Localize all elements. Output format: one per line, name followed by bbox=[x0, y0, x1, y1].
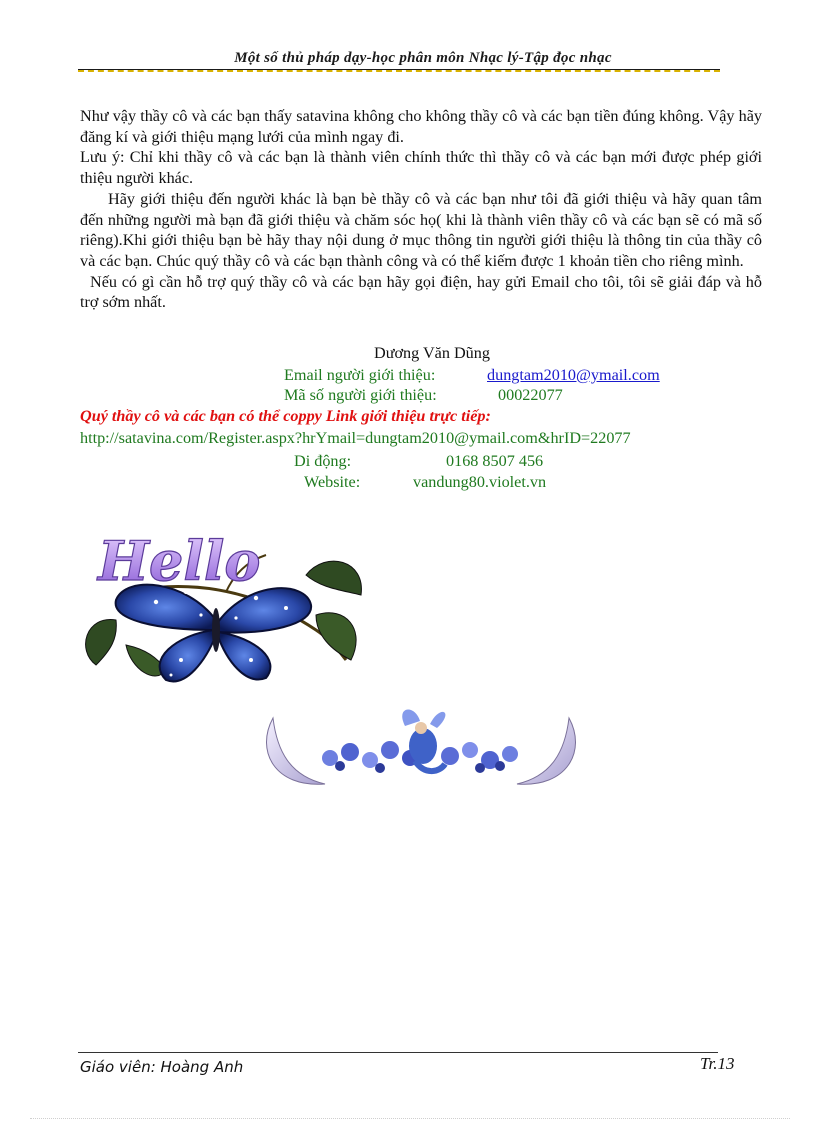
website-label: Website: bbox=[304, 473, 361, 491]
link-heading: Quý thầy cô và các bạn có thể coppy Link giới thiệu trực tiếp: bbox=[80, 407, 491, 425]
header-divider bbox=[78, 69, 720, 72]
fairy-moon-flowers-image bbox=[255, 706, 587, 790]
website-value[interactable]: vandung80.violet.vn bbox=[413, 473, 547, 491]
footer-divider bbox=[78, 1052, 718, 1053]
hello-text: Hello bbox=[98, 529, 261, 593]
paragraph: Như vậy thầy cô và các bạn thấy satavina không cho không thầy cô và các bạn tiền đúng không. Vậy hãy đăng kí và giới thiệu mạng lưới của mình ngay đi. bbox=[80, 107, 762, 146]
phone-value: 0168 8507 456 bbox=[446, 452, 544, 470]
paragraph-note: Lưu ý: Chỉ khi thầy cô và các bạn là thành viên chính thức thì thầy cô và các bạn mới được phép giới thiệu người khác. bbox=[80, 148, 762, 188]
code-label: Mã số người giới thiệu: bbox=[284, 386, 437, 404]
document-body bbox=[80, 106, 762, 313]
hello-butterfly-image bbox=[76, 520, 376, 690]
referral-link[interactable]: http://satavina.com/Register.aspx?hrYmail=dungtam2010@ymail.com&hrID=22077 bbox=[80, 429, 631, 447]
author-name: Dương Văn Dũng bbox=[374, 344, 490, 362]
paragraph: Hãy giới thiệu đến người khác là bạn bè thầy cô và các bạn như tôi đã giới thiệu và hãy quan tâm đến những người mà bạn đã giới thiệu và chăm sóc họ( khi là thành viên thầy cô và các bạn sẽ có mã số riêng).Khi giới thiệu bạn bè hãy thay nội dung ở mục thông tin người giới thiệu là thông tin của thầy cô và các bạn. Chúc quý thầy cô và các bạn thành công và có thể kiếm được 1 khoản tiền cho riêng mình. bbox=[80, 189, 762, 270]
page-header-title: Một số thủ pháp dạy-học phân môn Nhạc lý-Tập đọc nhạc bbox=[234, 50, 612, 66]
paragraph: Nếu có gì cần hỗ trợ quý thầy cô và các bạn hãy gọi điện, hay gửi Email cho tôi, tôi sẽ giải đáp và hỗ trợ sớm nhất. bbox=[80, 272, 762, 312]
page-bottom-border bbox=[30, 1118, 790, 1119]
email-link[interactable]: dungtam2010@ymail.com bbox=[487, 366, 660, 384]
footer-teacher: Giáo viên: Hoàng Anh bbox=[80, 1058, 244, 1076]
email-label: Email người giới thiệu: bbox=[284, 366, 436, 384]
page-number: Tr.13 bbox=[700, 1054, 735, 1073]
code-value: 00022077 bbox=[498, 386, 563, 404]
phone-label: Di động: bbox=[294, 452, 352, 470]
